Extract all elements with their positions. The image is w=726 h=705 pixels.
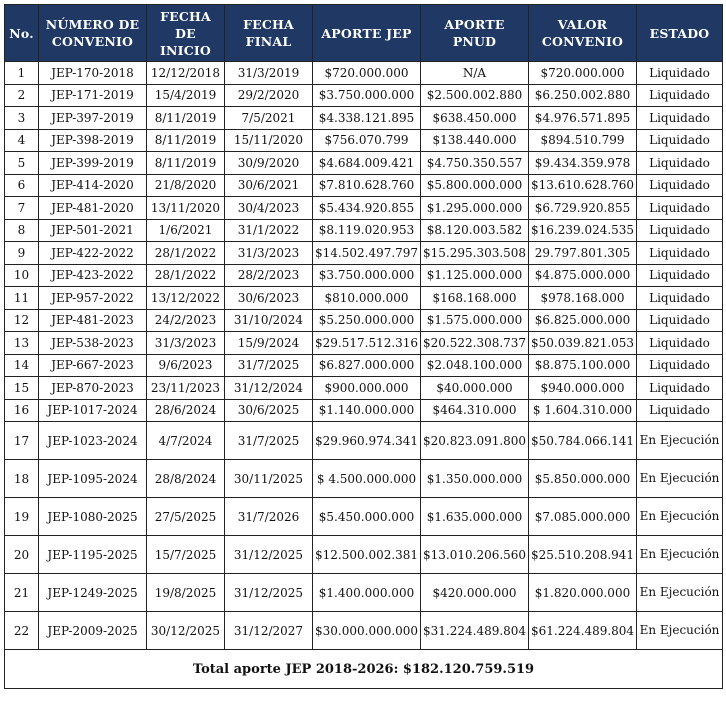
- cell-valor-convenio: $894.510.799: [529, 129, 637, 152]
- cell-aporte-jep: $3.750.000.000: [313, 264, 421, 287]
- cell-no: 9: [5, 242, 39, 265]
- cell-aporte-jep: $810.000.000: [313, 287, 421, 310]
- cell-no: 11: [5, 287, 39, 310]
- table-row: [5, 574, 723, 612]
- cell-estado: En Ejecución: [637, 422, 723, 460]
- cell-aporte-jep: $12.500.002.381: [313, 536, 421, 574]
- cell-fecha-inicio: 28/1/2022: [147, 264, 225, 287]
- cell-fecha-final: 7/5/2021: [225, 107, 313, 130]
- cell-fecha-final: 28/2/2023: [225, 264, 313, 287]
- cell-fecha-inicio: 13/12/2022: [147, 287, 225, 310]
- cell-numero-convenio: JEP-1023-2024: [39, 422, 147, 460]
- cell-valor-convenio: $9.434.359.978: [529, 152, 637, 175]
- cell-fecha-inicio: 12/12/2018: [147, 62, 225, 85]
- table-row: [5, 460, 723, 498]
- cell-no: 1: [5, 62, 39, 85]
- cell-aporte-jep: $29.960.974.341: [313, 422, 421, 460]
- cell-aporte-jep: $5.250.000.000: [313, 309, 421, 332]
- cell-aporte-jep: $5.450.000.000: [313, 498, 421, 536]
- cell-numero-convenio: JEP-957-2022: [39, 287, 147, 310]
- cell-fecha-final: 31/3/2023: [225, 242, 313, 265]
- table-row: [5, 399, 723, 422]
- cell-no: 19: [5, 498, 39, 536]
- cell-fecha-inicio: 8/11/2019: [147, 129, 225, 152]
- table-row: [5, 62, 723, 85]
- cell-valor-convenio: $50.784.066.141: [529, 422, 637, 460]
- convenios-table: [4, 4, 723, 689]
- cell-aporte-jep: $1.140.000.000: [313, 399, 421, 422]
- cell-fecha-final: 30/6/2021: [225, 174, 313, 197]
- cell-aporte-jep: $7.810.628.760: [313, 174, 421, 197]
- cell-no: 20: [5, 536, 39, 574]
- cell-numero-convenio: JEP-870-2023: [39, 377, 147, 400]
- cell-no: 3: [5, 107, 39, 130]
- cell-aporte-pnud: N/A: [421, 62, 529, 85]
- cell-estado: Liquidado: [637, 242, 723, 265]
- table-row: [5, 309, 723, 332]
- cell-no: 2: [5, 84, 39, 107]
- table-row: [5, 107, 723, 130]
- cell-aporte-jep: $29.517.512.316: [313, 332, 421, 355]
- cell-fecha-inicio: 8/11/2019: [147, 107, 225, 130]
- cell-no: 8: [5, 219, 39, 242]
- cell-estado: Liquidado: [637, 354, 723, 377]
- cell-fecha-inicio: 8/11/2019: [147, 152, 225, 175]
- cell-valor-convenio: $5.850.000.000: [529, 460, 637, 498]
- header-estado: ESTADO: [637, 5, 723, 62]
- cell-no: 6: [5, 174, 39, 197]
- cell-aporte-pnud: $1.575.000.000: [421, 309, 529, 332]
- header-aporte-jep: APORTE JEP: [313, 5, 421, 62]
- cell-fecha-final: 15/9/2024: [225, 332, 313, 355]
- cell-estado: En Ejecución: [637, 460, 723, 498]
- cell-valor-convenio: $50.039.821.053: [529, 332, 637, 355]
- header-fecha-inicio: FECHA DE INICIO: [147, 5, 225, 62]
- cell-numero-convenio: JEP-481-2023: [39, 309, 147, 332]
- cell-fecha-final: 30/4/2023: [225, 197, 313, 220]
- cell-no: 17: [5, 422, 39, 460]
- cell-valor-convenio: $6.250.002.880: [529, 84, 637, 107]
- cell-numero-convenio: JEP-397-2019: [39, 107, 147, 130]
- cell-fecha-final: 31/12/2024: [225, 377, 313, 400]
- cell-aporte-jep: $720.000.000: [313, 62, 421, 85]
- cell-no: 16: [5, 399, 39, 422]
- header-fecha-final: FECHA FINAL: [225, 5, 313, 62]
- cell-fecha-inicio: 1/6/2021: [147, 219, 225, 242]
- cell-no: 14: [5, 354, 39, 377]
- cell-fecha-final: 31/10/2024: [225, 309, 313, 332]
- table-row: [5, 197, 723, 220]
- cell-valor-convenio: $1.820.000.000: [529, 574, 637, 612]
- table-row: [5, 174, 723, 197]
- table-footer: [5, 650, 723, 689]
- cell-estado: Liquidado: [637, 129, 723, 152]
- cell-numero-convenio: JEP-1080-2025: [39, 498, 147, 536]
- table-row: [5, 332, 723, 355]
- cell-fecha-final: 30/6/2023: [225, 287, 313, 310]
- table-row: [5, 377, 723, 400]
- cell-numero-convenio: JEP-171-2019: [39, 84, 147, 107]
- cell-fecha-inicio: 15/4/2019: [147, 84, 225, 107]
- cell-valor-convenio: $13.610.628.760: [529, 174, 637, 197]
- cell-numero-convenio: JEP-501-2021: [39, 219, 147, 242]
- cell-numero-convenio: JEP-1017-2024: [39, 399, 147, 422]
- cell-fecha-inicio: 28/8/2024: [147, 460, 225, 498]
- cell-no: 12: [5, 309, 39, 332]
- cell-estado: Liquidado: [637, 174, 723, 197]
- cell-fecha-final: 31/1/2022: [225, 219, 313, 242]
- cell-aporte-pnud: $8.120.003.582: [421, 219, 529, 242]
- cell-valor-convenio: $4.976.571.895: [529, 107, 637, 130]
- cell-fecha-inicio: 4/7/2024: [147, 422, 225, 460]
- cell-valor-convenio: $720.000.000: [529, 62, 637, 85]
- cell-estado: Liquidado: [637, 152, 723, 175]
- cell-fecha-final: 29/2/2020: [225, 84, 313, 107]
- cell-estado: Liquidado: [637, 377, 723, 400]
- table-row: [5, 129, 723, 152]
- cell-fecha-inicio: 31/3/2023: [147, 332, 225, 355]
- cell-numero-convenio: JEP-423-2022: [39, 264, 147, 287]
- cell-aporte-pnud: $168.168.000: [421, 287, 529, 310]
- cell-aporte-jep: $3.750.000.000: [313, 84, 421, 107]
- table-row: [5, 287, 723, 310]
- cell-no: 22: [5, 612, 39, 650]
- cell-valor-convenio: $6.729.920.855: [529, 197, 637, 220]
- table-row: [5, 152, 723, 175]
- table-row: [5, 422, 723, 460]
- cell-fecha-inicio: 21/8/2020: [147, 174, 225, 197]
- header-aporte-pnud: APORTE PNUD: [421, 5, 529, 62]
- header-row: [5, 5, 723, 62]
- cell-numero-convenio: JEP-414-2020: [39, 174, 147, 197]
- cell-aporte-jep: $1.400.000.000: [313, 574, 421, 612]
- cell-fecha-final: 31/3/2019: [225, 62, 313, 85]
- cell-valor-convenio: $8.875.100.000: [529, 354, 637, 377]
- table-row: [5, 612, 723, 650]
- cell-valor-convenio: $6.825.000.000: [529, 309, 637, 332]
- header-no: No.: [5, 5, 39, 62]
- cell-estado: En Ejecución: [637, 498, 723, 536]
- cell-valor-convenio: $25.510.208.941: [529, 536, 637, 574]
- cell-aporte-jep: $8.119.020.953: [313, 219, 421, 242]
- table-row: [5, 219, 723, 242]
- cell-aporte-pnud: $13.010.206.560: [421, 536, 529, 574]
- cell-fecha-inicio: 19/8/2025: [147, 574, 225, 612]
- table-row: [5, 354, 723, 377]
- cell-numero-convenio: JEP-399-2019: [39, 152, 147, 175]
- table-row: [5, 264, 723, 287]
- cell-valor-convenio: $940.000.000: [529, 377, 637, 400]
- cell-aporte-jep: $30.000.000.000: [313, 612, 421, 650]
- table-row: [5, 536, 723, 574]
- table-row: [5, 84, 723, 107]
- cell-fecha-final: 30/11/2025: [225, 460, 313, 498]
- cell-aporte-jep: $4.338.121.895: [313, 107, 421, 130]
- cell-valor-convenio: $16.239.024.535: [529, 219, 637, 242]
- cell-aporte-jep: $756.070.799: [313, 129, 421, 152]
- cell-numero-convenio: JEP-667-2023: [39, 354, 147, 377]
- cell-fecha-inicio: 13/11/2020: [147, 197, 225, 220]
- cell-estado: Liquidado: [637, 264, 723, 287]
- cell-fecha-inicio: 23/11/2023: [147, 377, 225, 400]
- total-aporte-jep: Total aporte JEP 2018-2026: $182.120.759.519: [5, 650, 723, 689]
- cell-fecha-final: 31/7/2025: [225, 354, 313, 377]
- cell-fecha-final: 31/12/2025: [225, 574, 313, 612]
- cell-aporte-pnud: $15.295.303.508: [421, 242, 529, 265]
- cell-aporte-pnud: $31.224.489.804: [421, 612, 529, 650]
- cell-valor-convenio: $978.168.000: [529, 287, 637, 310]
- cell-no: 7: [5, 197, 39, 220]
- cell-fecha-inicio: 27/5/2025: [147, 498, 225, 536]
- cell-fecha-final: 31/12/2027: [225, 612, 313, 650]
- header-valor-convenio: VALOR CONVENIO: [529, 5, 637, 62]
- cell-estado: Liquidado: [637, 332, 723, 355]
- cell-aporte-pnud: $1.295.000.000: [421, 197, 529, 220]
- cell-fecha-inicio: 9/6/2023: [147, 354, 225, 377]
- cell-numero-convenio: JEP-422-2022: [39, 242, 147, 265]
- table-row: [5, 498, 723, 536]
- cell-fecha-final: 31/7/2026: [225, 498, 313, 536]
- cell-fecha-inicio: 30/12/2025: [147, 612, 225, 650]
- table-body: [5, 62, 723, 650]
- cell-no: 5: [5, 152, 39, 175]
- cell-estado: Liquidado: [637, 197, 723, 220]
- cell-numero-convenio: JEP-1249-2025: [39, 574, 147, 612]
- cell-fecha-final: 31/12/2025: [225, 536, 313, 574]
- cell-fecha-final: 30/6/2025: [225, 399, 313, 422]
- cell-aporte-pnud: $464.310.000: [421, 399, 529, 422]
- cell-aporte-jep: $900.000.000: [313, 377, 421, 400]
- header-numero-convenio: NÚMERO DE CONVENIO: [39, 5, 147, 62]
- cell-aporte-pnud: $20.522.308.737: [421, 332, 529, 355]
- cell-fecha-inicio: 15/7/2025: [147, 536, 225, 574]
- cell-aporte-pnud: $20.823.091.800: [421, 422, 529, 460]
- cell-numero-convenio: JEP-481-2020: [39, 197, 147, 220]
- cell-estado: En Ejecución: [637, 574, 723, 612]
- cell-no: 4: [5, 129, 39, 152]
- table-row: [5, 242, 723, 265]
- table-header: [5, 5, 723, 62]
- cell-valor-convenio: $ 1.604.310.000: [529, 399, 637, 422]
- cell-fecha-inicio: 28/6/2024: [147, 399, 225, 422]
- cell-aporte-pnud: $638.450.000: [421, 107, 529, 130]
- cell-estado: Liquidado: [637, 219, 723, 242]
- cell-no: 10: [5, 264, 39, 287]
- cell-aporte-jep: $ 4.500.000.000: [313, 460, 421, 498]
- cell-aporte-pnud: $40.000.000: [421, 377, 529, 400]
- cell-numero-convenio: JEP-170-2018: [39, 62, 147, 85]
- cell-estado: Liquidado: [637, 309, 723, 332]
- cell-aporte-pnud: $2.500.002.880: [421, 84, 529, 107]
- cell-valor-convenio: $4.875.000.000: [529, 264, 637, 287]
- cell-numero-convenio: JEP-1095-2024: [39, 460, 147, 498]
- cell-numero-convenio: JEP-398-2019: [39, 129, 147, 152]
- cell-aporte-pnud: $1.125.000.000: [421, 264, 529, 287]
- cell-estado: Liquidado: [637, 84, 723, 107]
- cell-aporte-pnud: $5.800.000.000: [421, 174, 529, 197]
- cell-aporte-pnud: $420.000.000: [421, 574, 529, 612]
- cell-aporte-pnud: $2.048.100.000: [421, 354, 529, 377]
- cell-estado: En Ejecución: [637, 536, 723, 574]
- cell-aporte-pnud: $1.350.000.000: [421, 460, 529, 498]
- cell-numero-convenio: JEP-2009-2025: [39, 612, 147, 650]
- cell-aporte-pnud: $138.440.000: [421, 129, 529, 152]
- cell-no: 21: [5, 574, 39, 612]
- cell-aporte-jep: $14.502.497.797: [313, 242, 421, 265]
- total-row: [5, 650, 723, 689]
- cell-estado: En Ejecución: [637, 612, 723, 650]
- cell-fecha-final: 30/9/2020: [225, 152, 313, 175]
- cell-aporte-pnud: $1.635.000.000: [421, 498, 529, 536]
- cell-no: 15: [5, 377, 39, 400]
- cell-fecha-final: 31/7/2025: [225, 422, 313, 460]
- cell-aporte-jep: $4.684.009.421: [313, 152, 421, 175]
- cell-estado: Liquidado: [637, 62, 723, 85]
- cell-numero-convenio: JEP-1195-2025: [39, 536, 147, 574]
- cell-aporte-jep: $6.827.000.000: [313, 354, 421, 377]
- cell-no: 13: [5, 332, 39, 355]
- cell-valor-convenio: 29.797.801.305: [529, 242, 637, 265]
- cell-fecha-final: 15/11/2020: [225, 129, 313, 152]
- cell-no: 18: [5, 460, 39, 498]
- cell-valor-convenio: $7.085.000.000: [529, 498, 637, 536]
- cell-estado: Liquidado: [637, 399, 723, 422]
- cell-estado: Liquidado: [637, 287, 723, 310]
- cell-fecha-inicio: 28/1/2022: [147, 242, 225, 265]
- cell-valor-convenio: $61.224.489.804: [529, 612, 637, 650]
- cell-aporte-jep: $5.434.920.855: [313, 197, 421, 220]
- cell-numero-convenio: JEP-538-2023: [39, 332, 147, 355]
- cell-fecha-inicio: 24/2/2023: [147, 309, 225, 332]
- cell-aporte-pnud: $4.750.350.557: [421, 152, 529, 175]
- cell-estado: Liquidado: [637, 107, 723, 130]
